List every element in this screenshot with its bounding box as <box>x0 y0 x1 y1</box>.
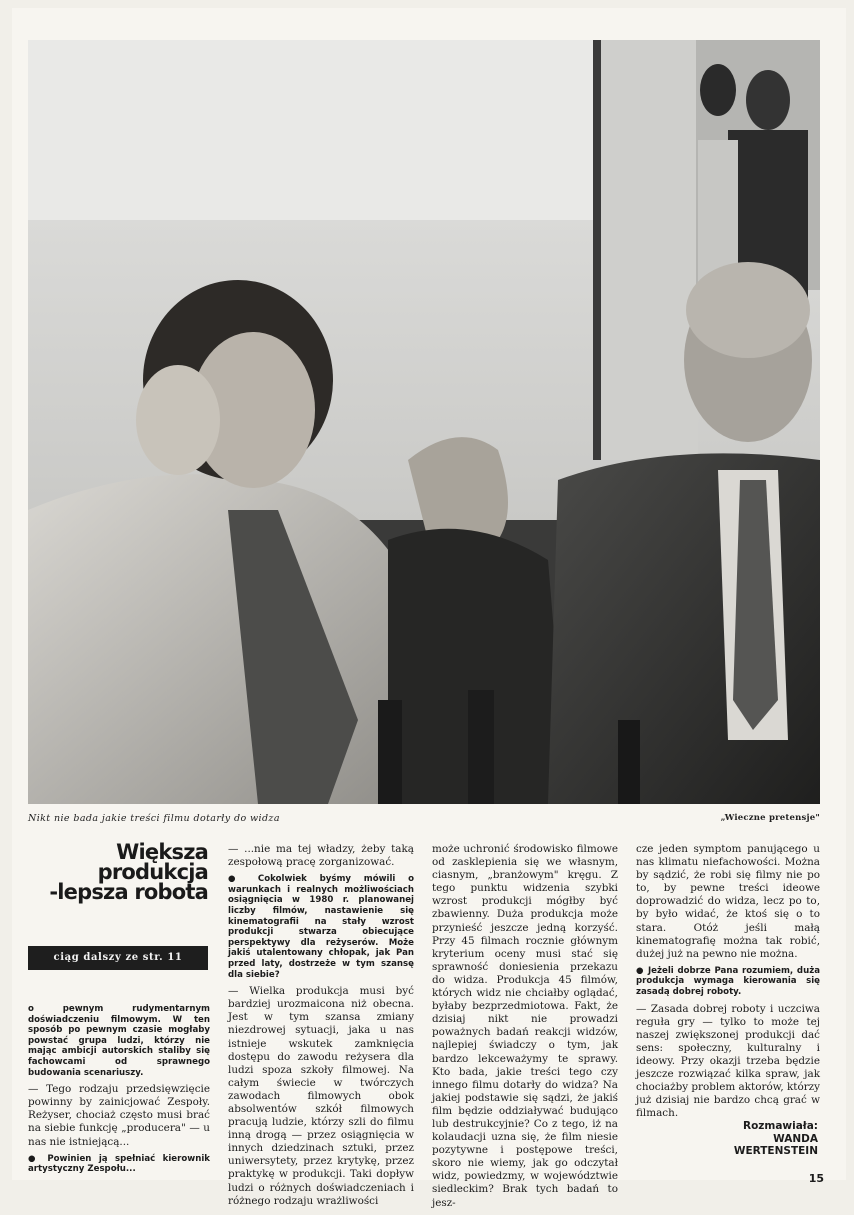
headline-line-1: Większa <box>116 840 208 864</box>
credit-line-2: WANDA <box>773 1132 818 1145</box>
text-column-2 <box>228 843 414 1213</box>
answer-paragraph: — Zasada dobrej roboty i uczciwa reguła gry — tylko to może tej naszej zwiększonej produkcji dać sens: społeczny, kulturalny i ideowy. Przy okazji trzeba będzie jeszcze rozwiązać kilka spraw, jak chociażby problem aktorów, którzy już dzisiaj nie bardzo chcą grać w filmach. <box>636 1002 821 1120</box>
question-paragraph: ● Jeżeli dobrze Pana rozumiem, duża produkcja wymaga kierowania się zasadą dobrej roboty. <box>636 965 820 998</box>
photo-caption-left: Nikt nie bada jakie treści filmu dotarły do widza <box>28 813 280 824</box>
intro-paragraph: o pewnym rudymentarnym doświadczeniu filmowym. W ten sposób po pewnym czasie mogłaby powstać grupa ludzi, którzy nie mając ambicji autorskich staliby się fachowcami od sprawnego budowania scenariuszy. <box>28 1004 210 1078</box>
continued-from-label: ciąg dalszy ze str. 11 <box>28 946 208 970</box>
author-credit <box>636 1120 818 1158</box>
headline-line-3: -lepsza robota <box>49 880 208 904</box>
text-column-4 <box>636 843 820 1125</box>
answer-paragraph: — Tego rodzaju przedsięwzięcie powinny by zainicjować Zespoły. Reżyser, chociaż często musi brać na siebie funkcję „producera" — u nas nie istniejącą... <box>28 1083 210 1148</box>
answer-paragraph: — Wielka produkcja musi być bardziej urozmaicona niż obecna. Jest w tym szansa zmiany niezdrowej sytuacji, jaka u nas istnieje wskutek zamknięcia dostępu do zawodu reżysera dla ludzi spoza szkoły filmowej. Na całym świecie w twórczych zawodach filmowych obok absolwentów szkół filmowych pracują ludzie, którzy szli do filmu inną drogą — przez osiągnięcia w innych dziedzinach sztuki, przez uniwersytety, przez krytykę, przez praktykę w produkcji. Taki dopływ ludzi o różnych doświadczeniach i różnego rodzaju wrażliwości <box>228 985 414 1207</box>
answer-paragraph: — ...nie ma tej władzy, żeby taką zespołową pracę zorganizować. <box>228 843 414 869</box>
page-number: 15 <box>808 1172 824 1185</box>
question-paragraph: ● Cokolwiek byśmy mówili o warunkach i realnych możliwościach osiągnięcia w 1980 r. planowanej liczby filmów, nastawienie się kinematografii na stały wzrost produkcji stwarza obiecujące perspektywy dla reżyserów. Może jakiś utalentowany chłopak, jak Pan przed laty, dostrzeże w tym szansę dla siebie? <box>228 874 414 980</box>
text-column-3 <box>432 843 618 1215</box>
question-paragraph: ● Powinien ją spełniać kierownik artystyczny Zespołu... <box>28 1153 210 1175</box>
answer-paragraph: może uchronić środowisko filmowe od zasklepienia się we własnym, ciasnym, „branżowym" kręgu. Z tego punktu widzenia szybki wzrost produkcji mógłby być zbawienny. Duża produkcja może przynieść jeszcze jedną korzyść. Przy 45 filmach rocznie głównym kryterium oceny musi stać się sprawność doniesienia przekazu do widza. Produkcja 45 filmów, których widz nie chciałby oglądać, byłaby bezprzedmiotowa. Fakt, że dzisiaj nikt nie prowadzi poważnych badań reakcji widzów, najlepiej świadczy o tym, jak bardzo lekceważymy te sprawy. Kto bada, jakie treści tego czy innego filmu dotarły do widza? Na jakiej podstawie się sądzi, że jakiś film będzie oddziaływać budująco lub destrukcyjnie? Co z tego, iż na kolaudacji uzna się, że film niesie pozytywne i postępowe treści, skoro nie wiemy, jak go odczytał widz, powiedzmy, w województwie siedleckim? Brak tych badań to jesz- <box>432 843 618 1209</box>
photo-illustration <box>28 40 820 804</box>
article-headline <box>28 842 208 902</box>
credit-line-3: WERTENSTEIN <box>733 1145 818 1157</box>
photo-caption-right: „Wieczne pretensje" <box>720 813 820 823</box>
credit-line-1: Rozmawiała: <box>742 1120 818 1132</box>
text-column-1 <box>28 1004 210 1180</box>
headline-line-2: produkcja <box>97 860 208 884</box>
article-photo <box>28 40 820 804</box>
answer-paragraph: cze jeden symptom panującego u nas klimatu niefachowości. Można by sądzić, że robi się filmy nie po to, by pewne treści ideowe doprowadzić do widza, lecz po to, by było widać, że ktoś się o to stara. Otóż jeśli małą kinematografię można tak robić, dużej już na pewno nie można. <box>636 843 820 960</box>
